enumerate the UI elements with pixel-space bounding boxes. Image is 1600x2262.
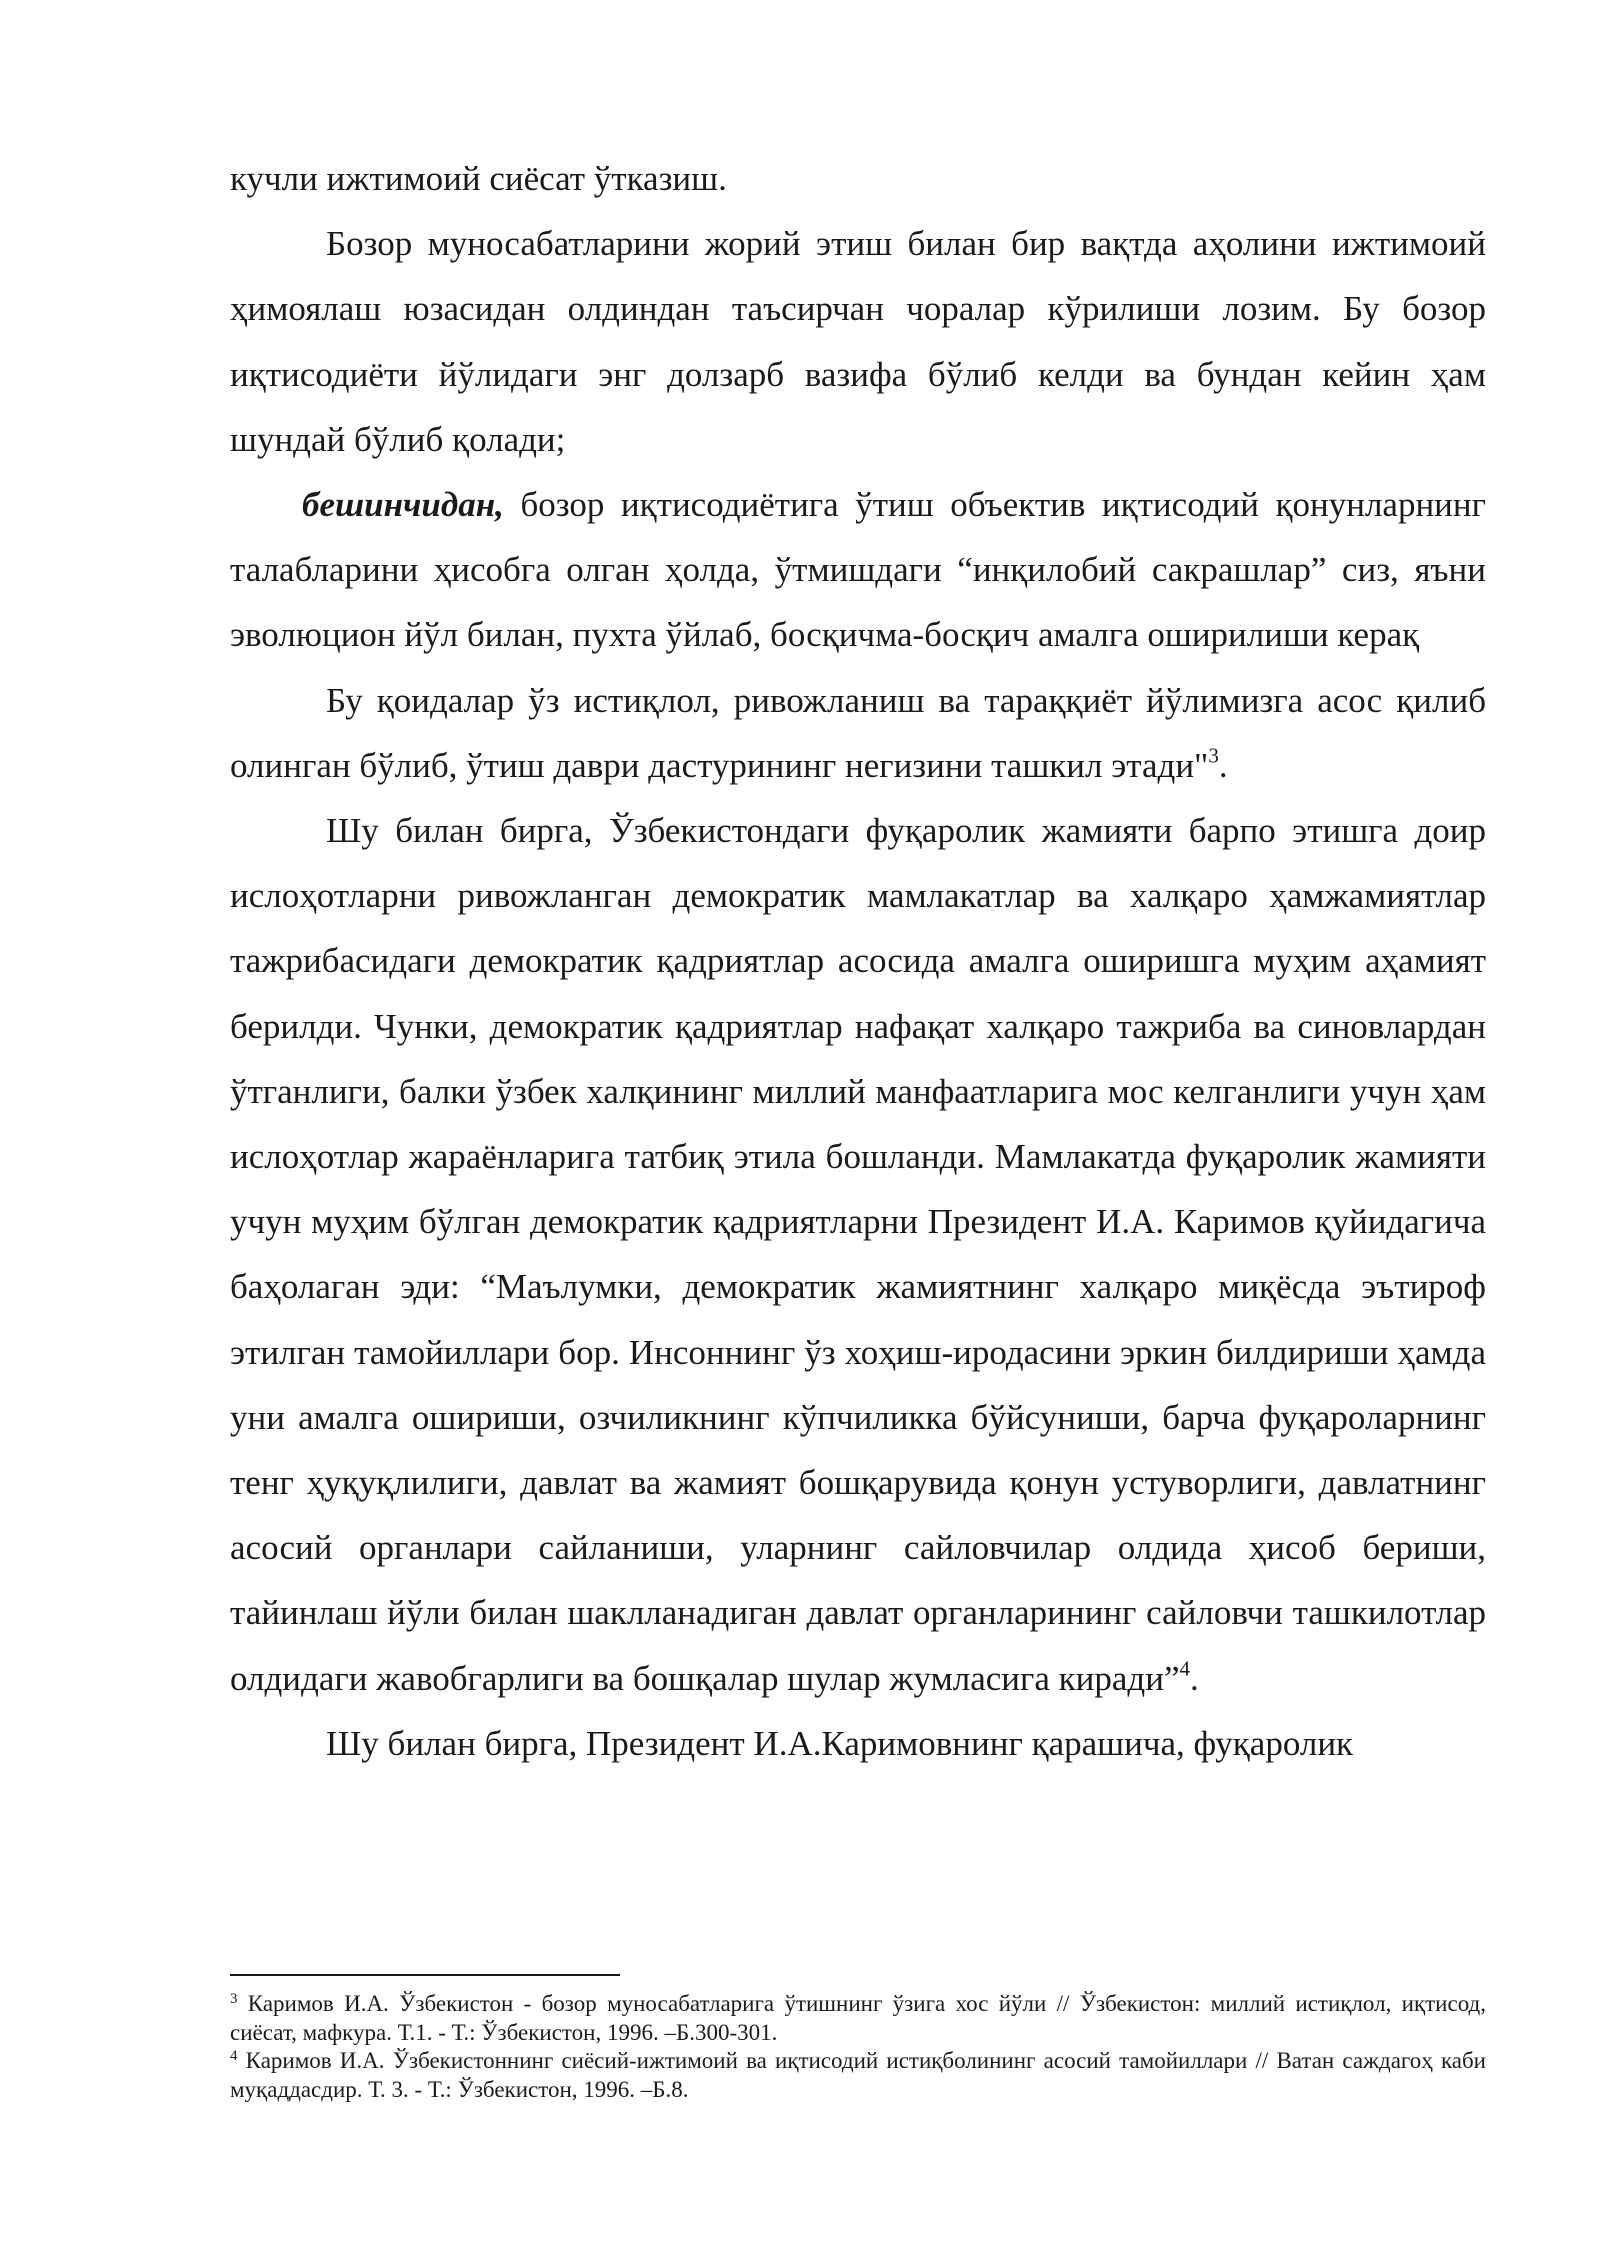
paragraph-5 — [230, 798, 1486, 1711]
footnote-3 — [230, 1990, 1486, 2047]
paragraph-5-text: Шу билан бирга, Ўзбекистондаги фуқаролик жамияти барпо этишга доир ислоҳотларни ривожланган демократик мамлакатлар ва халқаро ҳамжамиятлар тажрибасидаги демократик қадриятлар асосида амалга оширишга муҳим аҳамият берилди. Чунки, демократик қадриятлар нафақат халқаро тажриба ва синовлардан ўтганлиги, балки ўзбек халқининг миллий манфаатларига мос келганлиги учун ҳам ислоҳотлар жараёнларига татбиқ этила бошланди. Мамлакатда фуқаролик жамияти учун муҳим бўлган демократик қадриятларни Президент И.А. Каримов қуйидагича баҳолаган эди: “Маълумки, демократик жамиятнинг халқаро миқёсда эътироф этилган тамойиллари бор. Инсоннинг ўз хоҳиш-иродасини эркин билдириши ҳамда уни амалга ошириши, озчиликнинг кўпчиликка бўйсуниши, барча фуқароларнинг тенг ҳуқуқлилиги, давлат ва жамият бошқарувида қонун устуворлиги, давлатнинг асосий органлари сайланиши, уларнинг сайловчилар олдида ҳисоб бериши, тайинлаш йўли билан шаклланадиган давлат органларининг сайловчи ташкилотлар олдидаги жавобгарлиги ва бошқалар шулар жумласига киради” — [230, 811, 1486, 1698]
paragraph-1: кучли ижтимоий сиёсат ўтказиш. — [230, 159, 727, 198]
paragraph-5-end: . — [1189, 1658, 1199, 1698]
footnote-3-number: 3 — [230, 1990, 238, 2007]
footnotes — [230, 1990, 1486, 2104]
footnote-4-number: 4 — [230, 2047, 238, 2064]
paragraph-4 — [230, 668, 1486, 798]
footnote-3-text: Каримов И.А. Ўзбекистон - бозор муносабатларига ўтишнинг ўзига хос йўли // Ўзбекистон: миллий истиқлол, иқтисод, сиёсат, мафкура. Т.1. - Т.: Ўзбекистон, 1996. –Б.300-301. — [230, 1991, 1486, 2045]
footnote-4-text: Каримов И.А. Ўзбекистоннинг сиёсий-ижтимоий ва иқтисодий истиқболининг асосий тамойиллари // Ватан саждагоҳ каби муқаддасдир. Т. 3. - Т.: Ўзбекистон, 1996. –Б.8. — [230, 2048, 1486, 2102]
body-text — [230, 146, 1486, 1776]
paragraph-3 — [230, 472, 1486, 668]
footnote-ref-3: 3 — [1208, 743, 1219, 768]
paragraph-3-text: бозор иқтисодиётига ўтиш объектив иқтисодий қонунларнинг талабларини ҳисобга олган ҳолда, ўтмишдаги “инқилобий сакрашлар” сиз, яъни эволюцион йўл билан, пухта ўйлаб, босқичма-босқич амалга оширилиши керақ — [230, 485, 1486, 655]
paragraph-4-end: . — [1218, 745, 1228, 785]
footnote-4 — [230, 2047, 1486, 2104]
paragraph-2: Бозор муносабатларини жорий этиш билан бир вақтда аҳолини ижтимоий ҳимоялаш юзасидан олдиндан таъсирчан чоралар кўрилиши лозим. Бу бозор иқтисодиёти йўлидаги энг долзарб вазифа бўлиб келди ва бундан кейин ҳам шундай бўлиб қолади; — [230, 224, 1486, 459]
paragraph-3-lead: бешинчидан, — [302, 485, 504, 525]
footnote-separator — [230, 1974, 620, 1976]
paragraph-6: Шу билан бирга, Президент И.А.Каримовнинг қарашича, фуқаролик — [326, 1723, 1354, 1763]
footnote-ref-4: 4 — [1179, 1655, 1190, 1680]
paragraph-4-text: Бу қоидалар ўз истиқлол, ривожланиш ва тараққиёт йўлимизга асос қилиб олинган бўлиб, ўтиш даври дастурининг негизини ташкил этади" — [230, 680, 1486, 785]
